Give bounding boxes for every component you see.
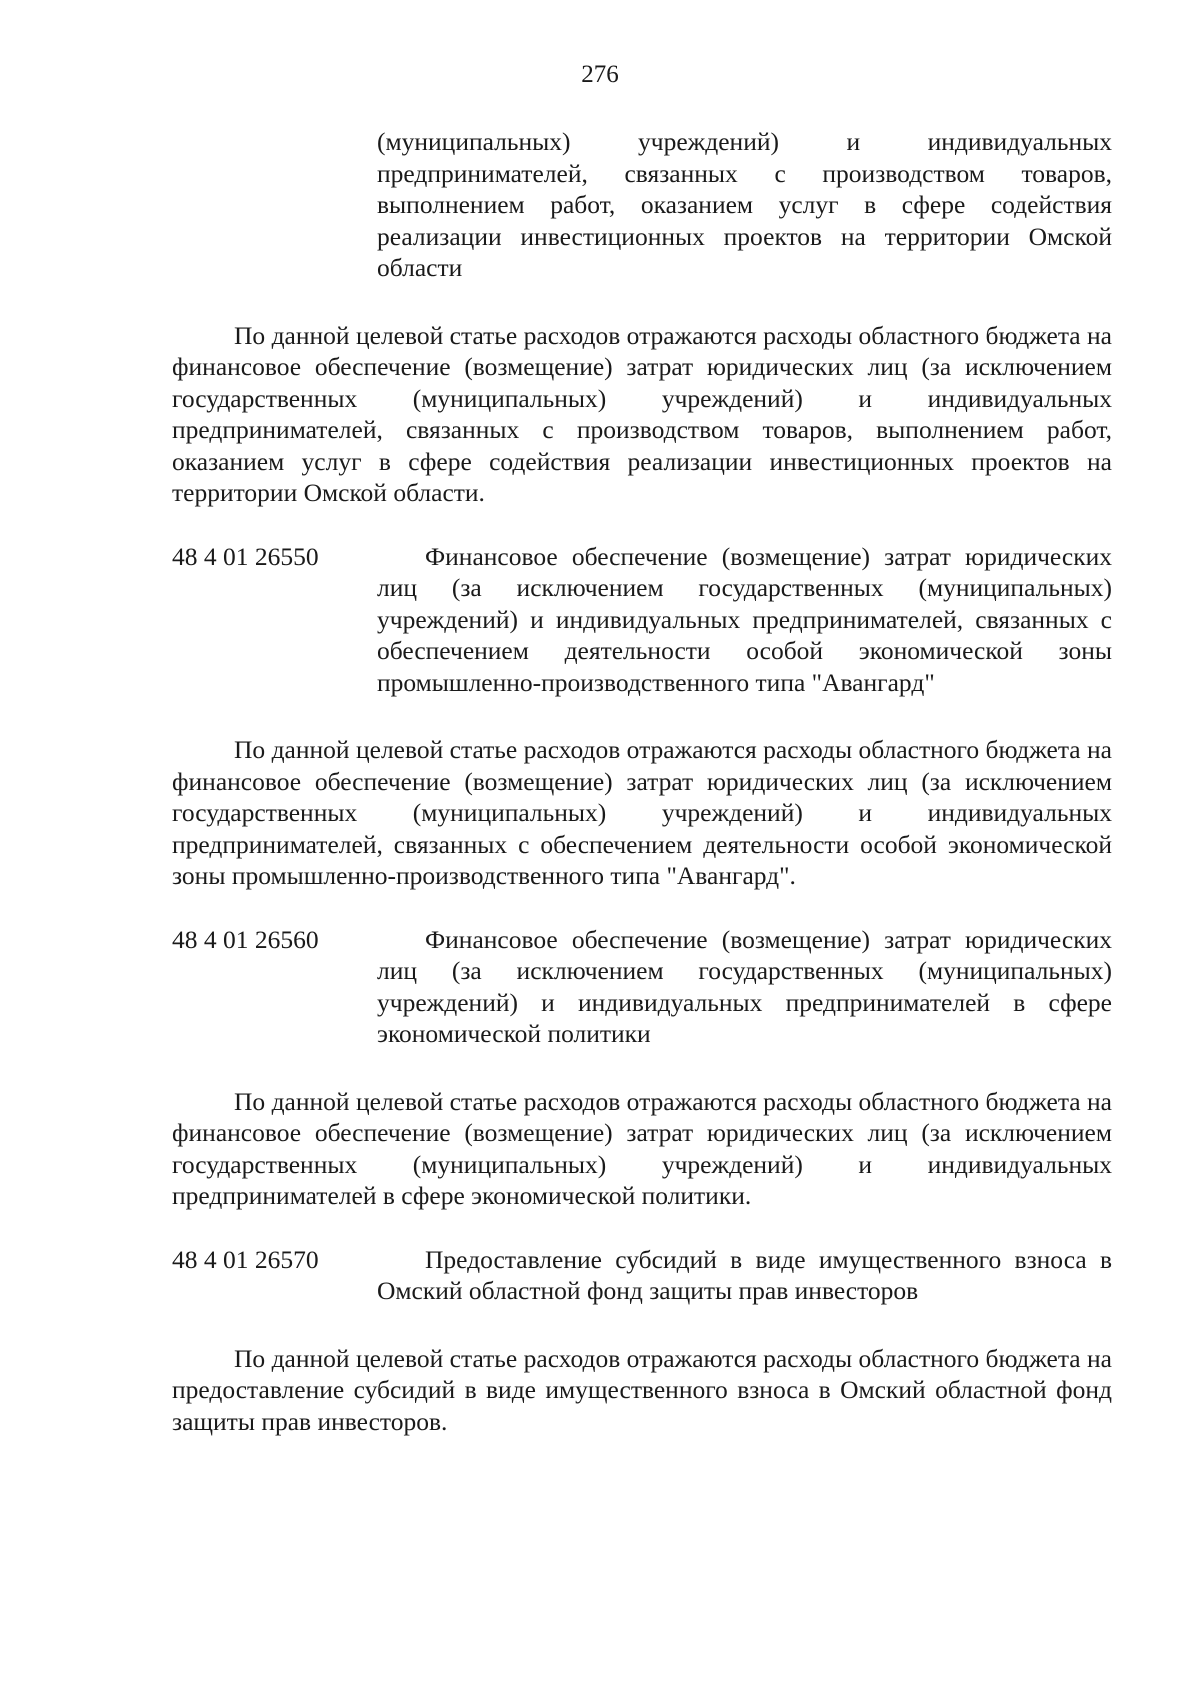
entry-row	[172, 924, 1112, 1050]
entry-description: По данной целевой статье расходов отражаются расходы областного бюджета на предоставление субсидий в виде имущественного взноса в Омский областной фонд защиты прав инвесторов.	[172, 1343, 1112, 1436]
entry-description: По данной целевой статье расходов отражаются расходы областного бюджета на финансовое обеспечение (возмещение) затрат юридических лиц (за исключением государственных (муниципальных) учреждений) и индивидуальных предпринимателей в сфере экономической политики.	[172, 1086, 1112, 1210]
page-number: 276	[581, 61, 619, 88]
entry-row	[172, 541, 1112, 699]
document-body	[172, 126, 1112, 1437]
entry-code: 48 4 01 26560	[172, 924, 319, 954]
continuation-description: По данной целевой статье расходов отражаются расходы областного бюджета на финансовое обеспечение (возмещение) затрат юридических лиц (за исключением государственных (муниципальных) учреждений) и индивидуальных предпринимателей, связанных с производством товаров, выполнением работ, оказанием услуг в сфере содействия реализации инвестиционных проектов на территории Омской области.	[172, 320, 1112, 507]
entry-code: 48 4 01 26570	[172, 1244, 319, 1274]
entry-title: Предоставление субсидий в виде имущественного взноса в Омский областной фонд защиты прав инвесторов	[377, 1244, 1112, 1305]
entry-title: Финансовое обеспечение (возмещение) затрат юридических лиц (за исключением государственных (муниципальных) учреждений) и индивидуальных предпринимателей в сфере экономической политики	[377, 924, 1112, 1048]
entry-title: Финансовое обеспечение (возмещение) затрат юридических лиц (за исключением государственных (муниципальных) учреждений) и индивидуальных предпринимателей, связанных с обеспечением деятельности особой экономической зоны промышленно-производственного типа "Авангард"	[377, 541, 1112, 697]
entry-row	[172, 1244, 1112, 1307]
entry-description: По данной целевой статье расходов отражаются расходы областного бюджета на финансовое обеспечение (возмещение) затрат юридических лиц (за исключением государственных (муниципальных) учреждений) и индивидуальных предпринимателей, связанных с обеспечением деятельности особой экономической зоны промышленно-производственного типа "Авангард".	[172, 735, 1112, 890]
continuation-title: (муниципальных) учреждений) и индивидуальных предпринимателей, связанных с производством товаров, выполнением работ, оказанием услуг в сфере содействия реализации инвестиционных проектов на территории Омской области	[377, 127, 1112, 282]
entry-code: 48 4 01 26550	[172, 541, 319, 571]
